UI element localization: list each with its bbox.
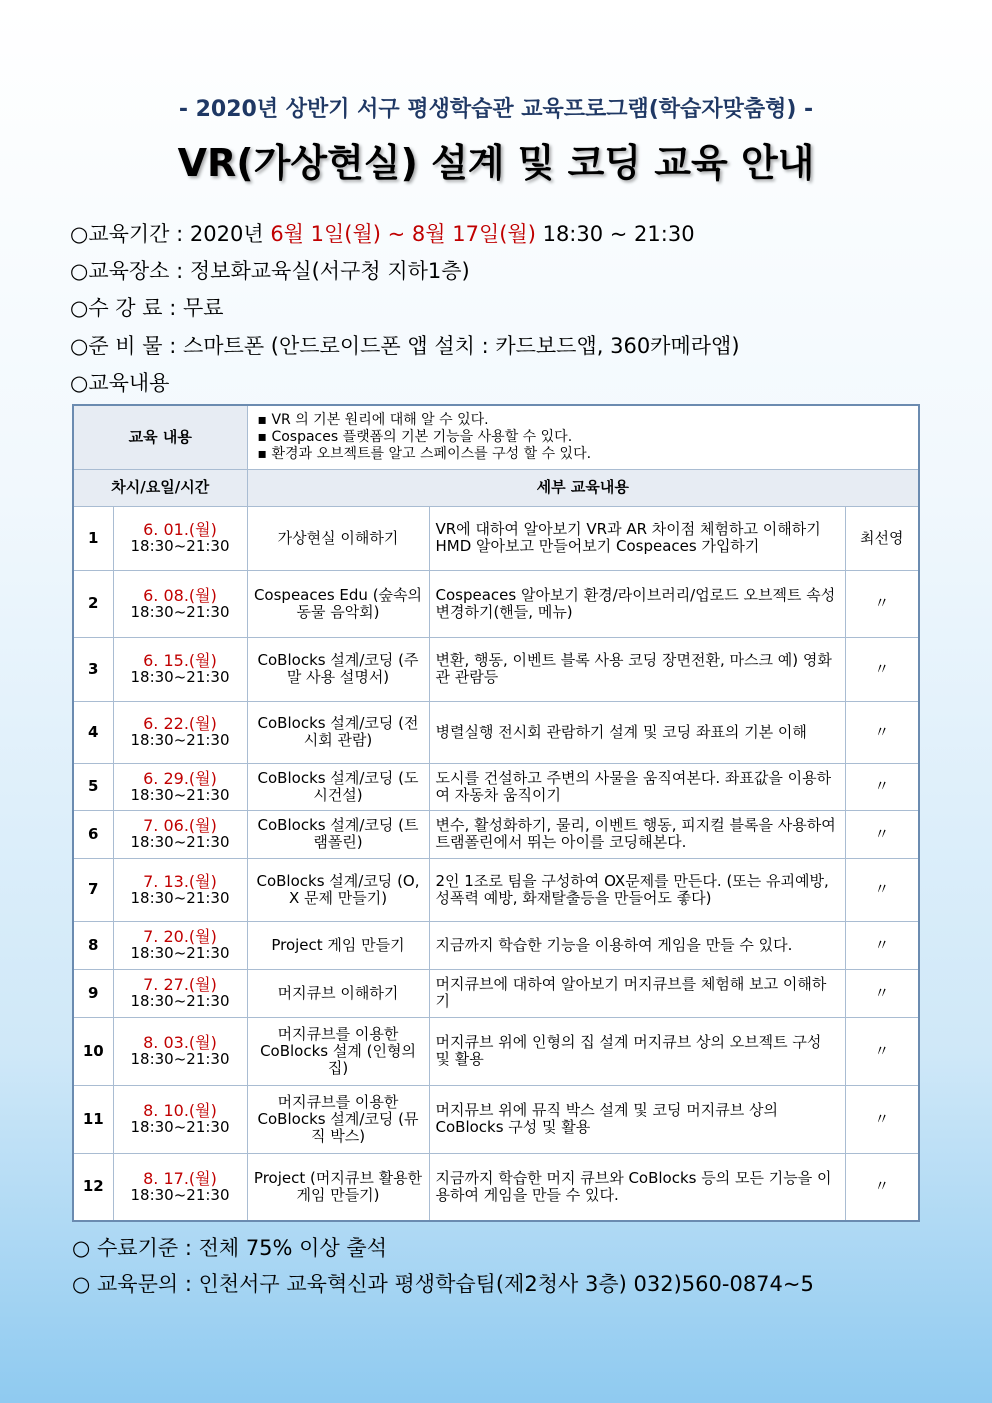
info-materials: ○준 비 물 : 스마트폰 (안드로이드폰 앱 설치 : 카드보드앱, 360카메라앱) [70,334,740,358]
session-time: 18:30~21:30 [130,1118,230,1136]
info-content-label: ○교육내용 [70,371,170,395]
session-detail: 머지큐브에 대하여 알아보기 머지큐브를 체험해 보고 이해하기 [429,969,845,1017]
info-period [70,220,695,248]
session-instructor: 〃 [845,1017,919,1085]
table-row [73,1017,919,1085]
session-topic: CoBlocks 설계/코딩 (전시회 관람) [247,701,429,763]
session-number: 2 [73,570,113,637]
session-time: 18:30~21:30 [130,668,230,686]
session-day: 7. 20.(월) [143,927,217,946]
session-number: 7 [73,858,113,921]
session-detail: 지금까지 학습한 기능을 이용하여 게임을 만들 수 있다. [429,921,845,969]
session-day: 8. 17.(월) [143,1168,217,1188]
session-detail: Cospeaces 알아보기 환경/라이브러리/업로드 오브젝트 속성 변경하기(핸들, 메뉴) [429,570,845,637]
session-instructor: 〃 [845,763,919,810]
table-row [73,763,919,810]
session-instructor: 최선영 [845,506,919,570]
session-day: 8. 10.(월) [143,1101,217,1120]
session-date [113,858,247,921]
session-detail: 지금까지 학습한 머지 큐브와 CoBlocks 등의 모든 기능을 이용하여 게임을 만들 수 있다. [429,1153,845,1221]
table-row [73,921,919,969]
session-day: 6. 01.(월) [143,520,217,539]
session-instructor: 〃 [845,1153,919,1221]
session-detail: 머지뮤브 위에 뮤직 박스 설계 및 코딩 머지큐브 상의 CoBlocks 구성 및 활용 [429,1085,845,1153]
session-number: 1 [73,506,113,570]
session-time: 18:30~21:30 [130,731,230,749]
footer-inquiry: ○ 교육문의 : 인천서구 교육혁신과 평생학습팀(제2청사 3층) 032)560-0874~5 [72,1272,814,1296]
session-detail: 병렬실행 전시회 관람하기 설계 및 코딩 좌표의 기본 이해 [429,701,845,763]
table-row [73,1085,919,1153]
column-header-row [73,469,919,506]
table-row [73,701,919,763]
session-detail: VR에 대하여 알아보기 VR과 AR 차이점 체험하고 이해하기 HMD 알아보고 만들어보기 Cospeaces 가입하기 [429,506,845,570]
schedule-table [72,404,920,1222]
session-date [113,506,247,570]
program-subtitle: - 2020년 상반기 서구 평생학습관 교육프로그램(학습자맞춤형) - [178,97,814,122]
session-date [113,969,247,1017]
session-day: 6. 29.(월) [143,768,217,788]
session-date [113,637,247,701]
table-row [73,810,919,858]
footer-completion: ○ 수료기준 : 전체 75% 이상 출석 [72,1236,387,1260]
objective-item: ▪ 환경과 오브젝트를 알고 스페이스를 구성 할 수 있다. [257,445,592,462]
session-time: 18:30~21:30 [130,944,230,962]
session-day: 6. 15.(월) [143,651,217,670]
session-number: 4 [73,701,113,763]
session-topic: 머지큐브를 이용한CoBlocks 설계 (인형의 집) [247,1017,429,1085]
session-detail: 2인 1조로 팀을 구성하여 OX문제를 만든다. (또는 유괴예방, 성폭력 예방, 화재탈출등을 만들어도 좋다) [429,858,845,921]
objective-item: ▪ Cospaces 플랫폼의 기본 기능을 사용할 수 있다. [257,428,573,445]
table-row [73,969,919,1017]
session-day: 6. 22.(월) [143,714,217,733]
session-day: 7. 06.(월) [143,816,217,835]
session-time: 18:30~21:30 [130,833,230,851]
session-number: 12 [73,1153,113,1221]
session-topic: Cospeaces Edu (숲속의 동물 음악회) [247,570,429,637]
session-topic: CoBlocks 설계/코딩 (트램폴린) [247,810,429,858]
session-day: 7. 27.(월) [143,975,217,994]
objectives-row [73,405,919,469]
session-day: 6. 08.(월) [143,585,217,605]
session-day: 8. 03.(월) [143,1033,217,1052]
session-date [113,570,247,637]
session-number: 6 [73,810,113,858]
session-time: 18:30~21:30 [130,785,230,804]
objective-item: ▪ VR 의 기본 원리에 대해 알 수 있다. [257,411,489,428]
period-time: 18:30 ~ 21:30 [535,222,695,246]
session-number: 8 [73,921,113,969]
period-label: ○교육기간 : 2020년 [70,222,271,246]
session-instructor: 〃 [845,701,919,763]
session-number: 9 [73,969,113,1017]
table-row [73,858,919,921]
session-time: 18:30~21:30 [130,537,230,555]
session-date [113,1017,247,1085]
session-time: 18:30~21:30 [130,602,230,621]
session-instructor: 〃 [845,810,919,858]
period-dates: 6월 1일(월) ~ 8월 17일(월) [270,222,536,246]
session-number: 11 [73,1085,113,1153]
table-row [73,1153,919,1221]
session-time: 18:30~21:30 [130,888,230,907]
session-detail: 머지큐브 위에 인형의 집 설계 머지큐브 상의 오브젝트 구성 및 활용 [429,1017,845,1085]
info-place: ○교육장소 : 정보화교육실(서구청 지하1층) [70,259,470,283]
session-number: 3 [73,637,113,701]
session-topic: Project (머지큐브 활용한 게임 만들기) [247,1153,429,1221]
objectives-cell [247,405,919,469]
session-number: 10 [73,1017,113,1085]
session-detail: 변환, 행동, 이벤트 블록 사용 코딩 장면전환, 마스크 예) 영화관 관람등 [429,637,845,701]
table-row [73,637,919,701]
session-time: 18:30~21:30 [130,1050,230,1068]
session-topic: 머지큐브 이해하기 [247,969,429,1017]
session-topic: CoBlocks 설계/코딩 (주말 사용 설명서) [247,637,429,701]
session-detail: 도시를 건설하고 주변의 사물을 움직여본다. 좌표값을 이용하여 자동차 움직이기 [429,763,845,810]
session-date [113,921,247,969]
session-day: 7. 13.(월) [143,871,217,891]
session-date [113,810,247,858]
session-number: 5 [73,763,113,810]
col-session-header: 차시/요일/시간 [73,469,247,506]
session-instructor: 〃 [845,637,919,701]
session-date [113,1153,247,1221]
session-instructor: 〃 [845,1085,919,1153]
session-instructor: 〃 [845,969,919,1017]
content-header: 교육 내용 [73,405,247,469]
table-row [73,506,919,570]
session-instructor: 〃 [845,921,919,969]
session-instructor: 〃 [845,570,919,637]
col-detail-header: 세부 교육내용 [247,469,919,506]
session-topic: Project 게임 만들기 [247,921,429,969]
session-instructor: 〃 [845,858,919,921]
session-topic: 가상현실 이해하기 [247,506,429,570]
session-detail: 변수, 활성화하기, 물리, 이벤트 행동, 피지컬 블록을 사용하여 트램폴린에서 뛰는 아이를 코딩해본다. [429,810,845,858]
session-time: 18:30~21:30 [130,1185,230,1204]
session-topic: CoBlocks 설계/코딩 (도시건설) [247,763,429,810]
page-title: VR(가상현실) 설계 및 코딩 교육 안내 [177,141,815,185]
info-fee: ○수 강 료 : 무료 [70,296,224,320]
session-date [113,701,247,763]
session-time: 18:30~21:30 [130,992,230,1010]
session-date [113,1085,247,1153]
session-topic: 머지큐브를 이용한 CoBlocks 설계/코딩 (뮤직 박스) [247,1085,429,1153]
table-row [73,570,919,637]
session-date [113,763,247,810]
session-topic: CoBlocks 설계/코딩 (O, X 문제 만들기) [247,858,429,921]
